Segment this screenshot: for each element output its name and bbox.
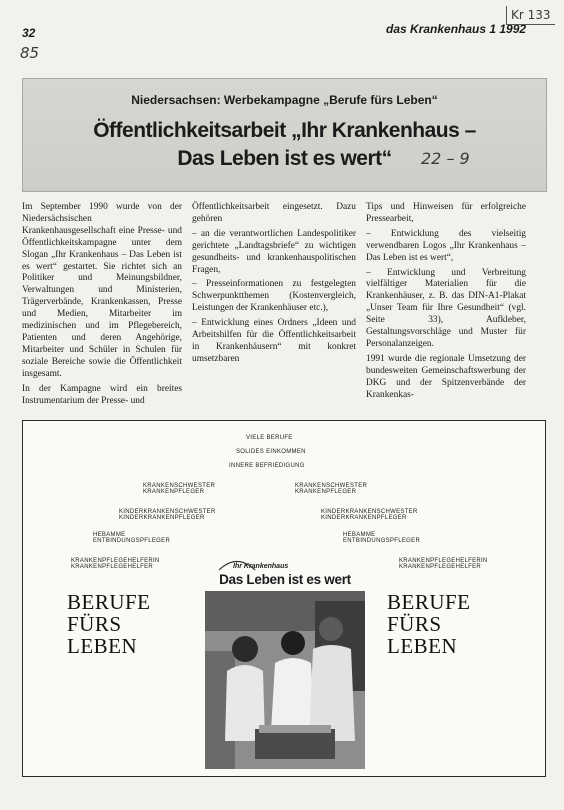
paragraph: – Presseinformationen zu festgelegten Schwerpunktthemen (Kostenvergleich, Leistungen der Krankenhäuser etc.),	[192, 279, 356, 314]
paragraph: Tips und Hinweisen für erfolgreiche Pressearbeit,	[366, 202, 526, 224]
text-column-2	[192, 202, 356, 369]
photo-logo-title: Das Leben ist es wert	[219, 572, 351, 587]
poster-label: KINDERKRANKENSCHWESTER KINDERKRANKENPFLEGER	[119, 509, 216, 521]
text-column-3	[366, 202, 526, 405]
poster-label: INNERE BEFRIEDIGUNG	[229, 463, 305, 469]
handwritten-note: 85	[20, 44, 40, 62]
paragraph: – an die verantwortlichen Landespolitiker gerichtete „Landtagsbriefe“ zu wichtigen gesundheits- und krankenhauspolitischen Fragen,	[192, 228, 356, 275]
page-number: 32	[22, 26, 36, 40]
campaign-poster	[22, 420, 546, 777]
photo-logo-kicker: Ihr Krankenhaus	[233, 563, 289, 570]
headline-line-1: Öffentlichkeitsarbeit „Ihr Krankenhaus –	[93, 119, 476, 142]
article-kicker: Niedersachsen: Werbekampagne „Berufe fürs Leben“	[131, 93, 438, 107]
slogan-right: BERUFE FÜRS LEBEN	[387, 590, 471, 658]
title-box	[22, 78, 547, 192]
handwritten-note: 22 – 9	[421, 149, 470, 168]
slogan-left: BERUFE FÜRS LEBEN	[67, 590, 151, 658]
journal-title: das Krankenhaus 1 1992	[386, 22, 527, 36]
headline-line-2: Das Leben ist es wert“	[177, 147, 392, 170]
paragraph: Öffentlichkeitsarbeit eingesetzt. Dazu gehören	[192, 202, 356, 224]
poster-label: KRANKENSCHWESTER KRANKENPFLEGER	[295, 483, 368, 495]
poster-label: VIELE BERUFE	[246, 435, 293, 441]
paragraph: In der Kampagne wird ein breites Instrumentarium der Presse- und	[22, 383, 182, 406]
poster-label: KRANKENSCHWESTER KRANKENPFLEGER	[143, 483, 216, 495]
poster-label: KRANKENPFLEGEHELFERIN KRANKENPFLEGEHELFER	[399, 558, 488, 570]
handwritten-archive-mark: Kr 133	[506, 6, 555, 25]
paragraph: Im September 1990 wurde von der Niedersächsischen Krankenhausgesellschaft eine Presse- und Öffentlichkeitskampagne unter dem Slogan „Ihr Krankenhaus – Das Leben ist es wert“ gestartet. Sie richtet sich an Politiker und Meinungsbildner, Verwaltungen und Ministerien, Trägerverbände, Krankenkassen, Presse und Medien, Mitarbeiter im medizinischen und im Pflegebereich, Patienten und deren Angehörige, Mitarbeiter und Schüler in Schulen für soziale Bereiche sowie die Öffentlichkeit insgesamt.	[22, 202, 182, 379]
poster-label: KRANKENPFLEGEHELFERIN KRANKENPFLEGEHELFER	[71, 558, 160, 570]
poster-label: HEBAMME ENTBINDUNGSPFLEGER	[93, 532, 171, 544]
poster-label: HEBAMME ENTBINDUNGSPFLEGER	[343, 532, 421, 544]
poster-label: SOLIDES EINKOMMEN	[236, 449, 306, 455]
paragraph: – Entwicklung des vielseitig verwendbaren Logos „Ihr Krankenhaus – Das Leben ist es wert“,	[366, 228, 526, 263]
paragraph: – Entwicklung eines Ordners „Ideen und Arbeitshilfen für die Öffentlichkeitsarbeit in Krankenhäusern“ mit konkret umsetzbaren	[192, 318, 356, 364]
paragraph: – Entwicklung und Verbreitung vielfältiger Materialien für die Krankenhäuser, z. B. das DIN-A1-Plakat „Unser Team für Ihre Gesundheit“ (vgl. Seite 33), Aufkleber, Gestaltungsvorschläge und Muster für Personalanzeigen.	[366, 267, 526, 349]
text-column-1	[22, 202, 182, 410]
paragraph: 1991 wurde die regionale Umsetzung der bundesweiten Gemeinschaftswerbung der DKG und der Spitzenverbände der Krankenkas-	[366, 353, 526, 400]
photo-nurses-image	[205, 591, 365, 769]
photo-block	[199, 563, 371, 769]
poster-label: KINDERKRANKENSCHWESTER KINDERKRANKENPFLEGER	[321, 509, 418, 521]
